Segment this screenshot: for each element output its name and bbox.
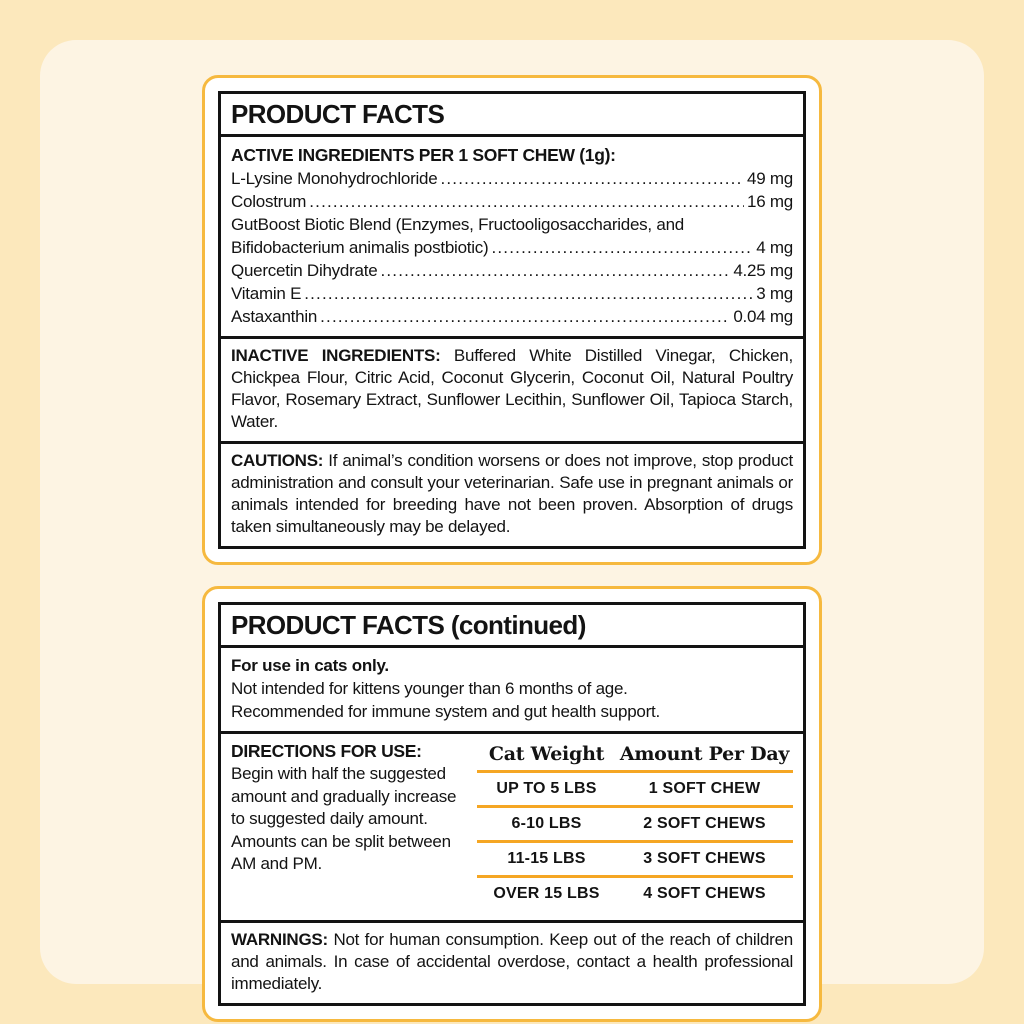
ingredient-row bbox=[231, 305, 793, 328]
ingredient-amount: 4 mg bbox=[756, 238, 793, 258]
warnings-paragraph bbox=[231, 929, 793, 995]
warnings-label: WARNINGS: bbox=[231, 930, 328, 950]
dosing-table-row bbox=[477, 808, 793, 843]
active-ingredients-section bbox=[221, 134, 803, 336]
directions-section bbox=[221, 731, 803, 920]
ingredient-row bbox=[231, 190, 793, 213]
product-facts-box bbox=[218, 91, 806, 549]
dosing-table-row bbox=[477, 773, 793, 808]
inactive-ingredients-text: Buffered White Distilled Vinegar, Chicken, Chickpea Flour, Citric Acid, Coconut Glycerin, Coconut Oil, Natural Poultry Flavor, Rosemary Extract, Sunflower Lecithin, Sunflower Oil, Tapioca Starch, Water. bbox=[231, 346, 793, 432]
directions-text-column bbox=[231, 740, 463, 910]
panel-title: PRODUCT FACTS bbox=[231, 99, 445, 129]
dot-leader bbox=[380, 259, 730, 282]
weight-cell: UP TO 5 LBS bbox=[496, 780, 597, 798]
weight-cell: 11-15 LBS bbox=[507, 850, 586, 868]
dosing-table-row bbox=[477, 878, 793, 910]
ingredient-name: Astaxanthin bbox=[231, 307, 318, 327]
product-facts-header bbox=[221, 94, 803, 134]
warnings-section bbox=[221, 920, 803, 1003]
age-restriction-line: Not intended for kittens younger than 6 months of age. bbox=[231, 679, 628, 699]
directions-heading: DIRECTIONS FOR USE: bbox=[231, 741, 422, 762]
weight-cell: OVER 15 LBS bbox=[493, 885, 600, 903]
dot-leader bbox=[440, 167, 744, 190]
ingredient-row bbox=[231, 259, 793, 282]
ingredient-amount: 49 mg bbox=[747, 169, 793, 189]
amount-per-day-header: Amount Per Day bbox=[619, 743, 790, 766]
weight-cell: 6-10 LBS bbox=[511, 815, 582, 833]
dosing-table-header-row bbox=[477, 742, 793, 773]
directions-text: Begin with half the suggested amount and gradually increase to suggested daily amount. Amounts can be split between AM and PM. bbox=[231, 764, 457, 874]
product-facts-card bbox=[202, 75, 822, 565]
inactive-ingredients-label: INACTIVE INGREDIENTS: bbox=[231, 346, 441, 366]
ingredient-amount: 3 mg bbox=[756, 284, 793, 304]
inactive-ingredients-section bbox=[221, 336, 803, 441]
ingredient-amount: 0.04 mg bbox=[733, 307, 793, 327]
amount-cell: 4 SOFT CHEWS bbox=[643, 885, 766, 903]
label-inner-panel bbox=[40, 40, 984, 994]
amount-cell: 1 SOFT CHEW bbox=[648, 780, 761, 798]
dot-leader bbox=[304, 282, 753, 305]
amount-cell: 3 SOFT CHEWS bbox=[643, 850, 766, 868]
for-use-line: For use in cats only. bbox=[231, 656, 389, 676]
product-facts-continued-header bbox=[221, 605, 803, 645]
ingredient-row bbox=[231, 282, 793, 305]
ingredient-row-wrapped-line1 bbox=[231, 213, 793, 236]
dot-leader bbox=[309, 190, 744, 213]
dot-leader bbox=[491, 236, 753, 259]
ingredient-row bbox=[231, 167, 793, 190]
ingredient-row-wrapped-line2 bbox=[231, 236, 793, 259]
amount-cell: 2 SOFT CHEWS bbox=[643, 815, 766, 833]
usage-section bbox=[221, 645, 803, 731]
ingredient-name: Vitamin E bbox=[231, 284, 302, 304]
inactive-ingredients-paragraph bbox=[231, 345, 793, 433]
dosing-table-row bbox=[477, 843, 793, 878]
ingredient-name: Bifidobacterium animalis postbiotic) bbox=[231, 238, 489, 258]
cautions-paragraph bbox=[231, 450, 793, 538]
panel-title: PRODUCT FACTS (continued) bbox=[231, 610, 586, 641]
dosing-table bbox=[477, 740, 793, 910]
warnings-text: Not for human consumption. Keep out of the reach of children and animals. In case of accidental overdose, contact a health professional immediately. bbox=[231, 930, 793, 994]
ingredient-name: GutBoost Biotic Blend (Enzymes, Fructooligosaccharides, and bbox=[231, 215, 684, 235]
ingredient-name: Colostrum bbox=[231, 192, 307, 212]
cautions-label: CAUTIONS: bbox=[231, 451, 324, 471]
cautions-section bbox=[221, 441, 803, 546]
ingredient-name: L-Lysine Monohydrochloride bbox=[231, 169, 438, 189]
product-facts-continued-box bbox=[218, 602, 806, 1006]
cat-weight-header: Cat Weight bbox=[488, 743, 605, 766]
dot-leader bbox=[320, 305, 730, 328]
ingredient-amount: 4.25 mg bbox=[733, 261, 793, 281]
active-ingredients-heading: ACTIVE INGREDIENTS PER 1 SOFT CHEW (1g): bbox=[231, 145, 616, 166]
cautions-text: If animal’s condition worsens or does not improve, stop product administration and consult your veterinarian. Safe use in pregnant animals or animals intended for breeding have not been proven. Absorption of drugs taken simultaneously may be delayed. bbox=[231, 451, 793, 537]
recommendation-line: Recommended for immune system and gut health support. bbox=[231, 702, 660, 722]
product-facts-continued-card bbox=[202, 586, 822, 1022]
ingredient-name: Quercetin Dihydrate bbox=[231, 261, 378, 281]
ingredient-amount: 16 mg bbox=[747, 192, 793, 212]
